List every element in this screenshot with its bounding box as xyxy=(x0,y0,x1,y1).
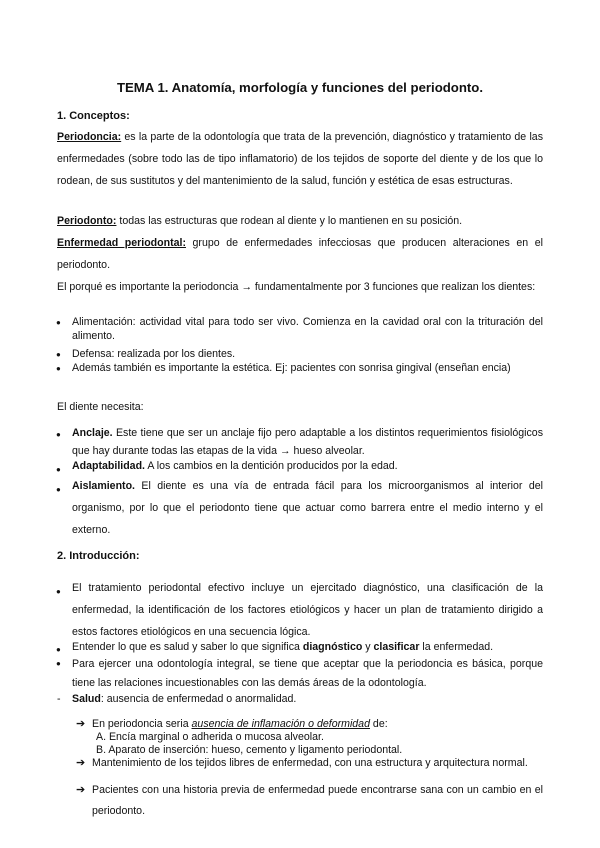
bold-diagnostico: diagnóstico xyxy=(302,641,363,653)
sub-item-b: B. Aparato de inserción: hueso, cemento y ligamento periodontal. xyxy=(96,744,403,756)
def-salud: : ausencia de enfermedad o anormalidad. xyxy=(100,693,297,705)
term-enfermedad: Enfermedad periodontal: xyxy=(57,237,186,249)
list-item: Además también es importante la estética. Ej: pacientes con sonrisa gingival (enseñan encia) xyxy=(72,362,511,374)
text-span: de: xyxy=(369,718,388,730)
list-item-anclaje xyxy=(72,424,543,460)
list-item: Defensa: realizada por los dientes. xyxy=(72,348,236,360)
bullet-icon: ● xyxy=(56,645,61,654)
bold-clasificar: clasificar xyxy=(373,641,420,653)
term-salud: Salud xyxy=(72,693,101,705)
list-item: Pacientes con una historia previa de enfermedad puede encontrarse sana con un cambio en el periodonto. xyxy=(92,784,543,817)
term-aislamiento: Aislamiento. xyxy=(72,480,135,492)
text-span: Entender lo que es salud y saber lo que significa xyxy=(72,641,303,653)
arrow-right-icon: ➔ xyxy=(76,757,86,769)
paragraph-enfermedad xyxy=(57,232,543,276)
bullet-icon: ● xyxy=(56,485,61,494)
term-periodonto: Periodonto: xyxy=(57,215,117,227)
list-item-entender xyxy=(72,641,543,653)
bullet-icon: ● xyxy=(56,587,61,596)
def-aislamiento: El diente es una vía de entrada fácil para los microorganismos al interior del organismo, por lo que el periodonto tiene que actuar como barrera entre el medio interno y el externo. xyxy=(72,480,543,536)
term-periodoncia: Periodoncia: xyxy=(57,131,122,143)
term-adaptabilidad: Adaptabilidad. xyxy=(72,460,145,472)
def-periodonto: todas las estructuras que rodean al diente y lo mantienen en su posición. xyxy=(116,215,463,227)
paragraph-periodoncia xyxy=(57,126,543,192)
def-periodoncia: es la parte de la odontología que trata de la prevención, diagnóstico y tratamiento de las enfermedades (sobre todo las de tipo inflamatorio) de los tejidos de soporte del diente y de los que lo rodean, de sus sustitutos y del mantenimiento de la salud, función y estética de esas estructuras. xyxy=(57,131,543,187)
bullet-icon: ● xyxy=(56,318,61,327)
page-title: TEMA 1. Anatomía, morfología y funciones del periodonto. xyxy=(116,80,484,95)
list-item: El tratamiento periodontal efectivo incluye un ejercitado diagnóstico, una clasificación de la enfermedad, la identificación de los factores etiológicos y hacer un plan de tratamiento dirigido a estos factores etiológicos en una secuencia lógica. xyxy=(72,582,543,638)
dash-marker: - xyxy=(57,693,61,705)
paragraph-periodonto xyxy=(57,210,543,232)
text-span: la enfermedad. xyxy=(419,641,494,653)
underlined-phrase: ausencia de inflamación o deformidad xyxy=(191,718,370,730)
bullet-icon: ● xyxy=(56,659,61,668)
bullet-icon: ● xyxy=(56,430,61,439)
list-item-adaptabilidad xyxy=(72,460,543,472)
text-span: En periodoncia seria xyxy=(92,718,192,730)
bullet-icon: ● xyxy=(56,364,61,373)
list-item-aislamiento xyxy=(72,475,543,541)
list-item: Para ejercer una odontología integral, se tiene que aceptar que la periodoncia es básica, porque tiene las relaciones incuestionables con las demás áreas de la odontología. xyxy=(72,658,543,689)
list-item: Alimentación: actividad vital para todo ser vivo. Comienza en la cavidad oral con la trituración del alimento. xyxy=(72,316,543,342)
section-2-heading: 2. Introducción: xyxy=(57,550,140,562)
paragraph-porque: El porqué es importante la periodoncia → fundamentalmente por 3 funciones que realizan los dientes: xyxy=(57,281,536,293)
def-anclaje: Este tiene que ser un anclaje fijo pero adaptable a los distintos requerimientos fisiológicos que hay durante todas las etapas de la vida → hueso alveolar. xyxy=(72,427,543,457)
list-item-periodoncia-seria xyxy=(92,718,388,730)
text-span: y xyxy=(362,641,374,653)
def-adaptabilidad: A los cambios en la dentición producidos por la edad. xyxy=(144,460,398,472)
term-anclaje: Anclaje. xyxy=(72,427,113,439)
list-item: Mantenimiento de los tejidos libres de enfermedad, con una estructura y arquitectura normal. xyxy=(92,757,528,769)
sub-item-a: A. Encía marginal o adherida o mucosa alveolar. xyxy=(96,731,324,743)
arrow-right-icon: ➔ xyxy=(76,784,86,796)
section-1-heading: 1. Conceptos: xyxy=(57,110,130,122)
def-enfermedad: grupo de enfermedades infecciosas que producen alteraciones en el periodonto. xyxy=(57,237,543,271)
list-item-salud xyxy=(72,693,296,705)
bullet-icon: ● xyxy=(56,465,61,474)
bullet-icon: ● xyxy=(56,350,61,359)
paragraph-necesita: El diente necesita: xyxy=(57,401,144,413)
arrow-right-icon: ➔ xyxy=(76,718,86,730)
